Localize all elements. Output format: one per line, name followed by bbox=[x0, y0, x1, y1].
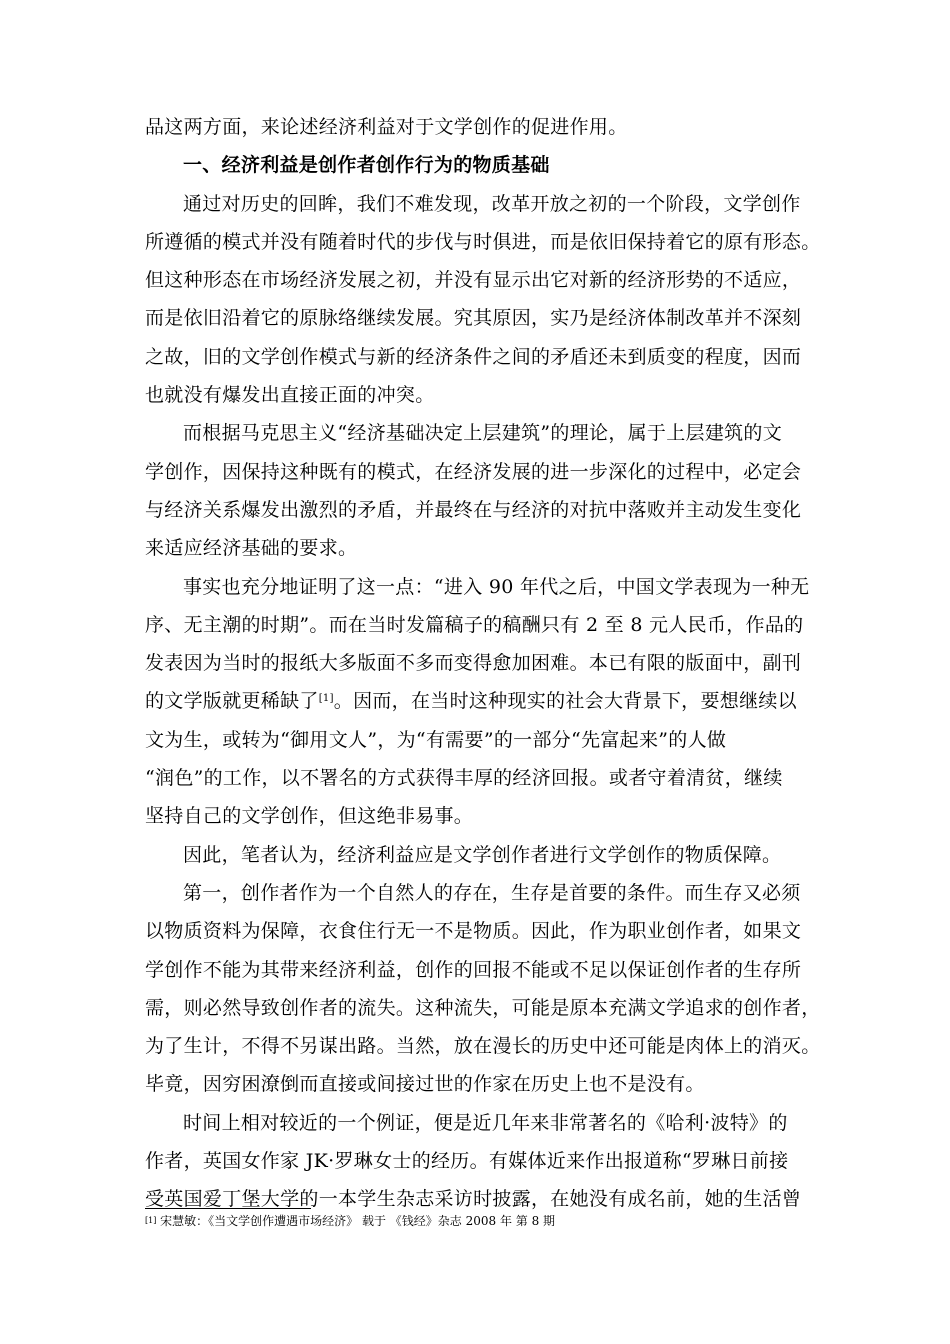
footnote-separator bbox=[145, 1208, 311, 1209]
paragraph-line: 序、无主潮的时期”。而在当时发篇稿子的稿酬只有 2 至 8 元人民币，作品的 bbox=[145, 613, 804, 636]
section-heading: 一、经济利益是创作者创作行为的物质基础 bbox=[183, 154, 550, 177]
paragraph-line-with-footnote-ref bbox=[145, 682, 810, 720]
paragraph-line: 事实也充分地证明了这一点：“进入 90 年代之后，中国文学表现为一种无 bbox=[183, 575, 810, 598]
paragraph-line: 因此，笔者认为，经济利益应是文学创作者进行文学创作的物质保障。 bbox=[183, 843, 782, 866]
paragraph-line: 作者，英国女作家 JK·罗琳女士的经历。有媒体近来作出报道称“罗琳日前接 bbox=[145, 1150, 789, 1173]
footnote-mark: [1] bbox=[145, 1216, 157, 1225]
paragraph-line: 受英国爱丁堡大学的一本学生杂志采访时披露，在她没有成名前，她的生活曾 bbox=[145, 1188, 802, 1211]
paragraph-line: 品这两方面，来论述经济利益对于文学创作的促进作用。 bbox=[145, 116, 628, 138]
footnote bbox=[145, 1212, 555, 1230]
paragraph-line: 来适应经济基础的要求。 bbox=[145, 537, 358, 560]
paragraph-text: 的文学版就更稀缺了 bbox=[145, 690, 319, 713]
paragraph-line: 坚持自己的文学创作，但这绝非易事。 bbox=[145, 805, 474, 828]
paragraph-line: 学创作不能为其带来经济利益，创作的回报不能或不足以保证创作者的生存所 bbox=[145, 958, 802, 981]
paragraph-line: 毕竟，因穷困潦倒而直接或间接过世的作家在历史上也不是没有。 bbox=[145, 1073, 705, 1096]
paragraph-line: 之故，旧的文学创作模式与新的经济条件之间的矛盾还未到质变的程度，因而 bbox=[145, 345, 802, 368]
paragraph-line: 为了生计，不得不另谋出路。当然，放在漫长的历史中还可能是肉体上的消灭。 bbox=[145, 1035, 821, 1058]
paragraph-line: 学创作，因保持这种既有的模式，在经济发展的进一步深化的过程中，必定会 bbox=[145, 460, 802, 483]
paragraph-line: “润色”的工作，以不署名的方式获得丰厚的经济回报。或者守着清贫，继续 bbox=[145, 767, 783, 790]
paragraph-line: 以物质资料为保障，衣食住行无一不是物质。因此，作为职业创作者，如果文 bbox=[145, 920, 802, 943]
footnote-text: 宋慧敏：《当文学创作遭遇市场经济》 载于 《钱经》杂志 2008 年 第 8 期 bbox=[156, 1214, 556, 1228]
paragraph-line: 而根据马克思主义“经济基础决定上层建筑”的理论，属于上层建筑的文 bbox=[183, 422, 783, 445]
footnote-reference[interactable]: [1] bbox=[318, 693, 334, 705]
paragraph-line: 第一，创作者作为一个自然人的存在，生存是首要的条件。而生存又必须 bbox=[183, 881, 801, 904]
paragraph-line: 需，则必然导致创作者的流失。这种流失，可能是原本充满文学追求的创作者， bbox=[145, 996, 821, 1019]
paragraph-line: 也就没有爆发出直接正面的冲突。 bbox=[145, 384, 435, 407]
paragraph-text: 。因而，在当时这种现实的社会大背景下，要想继续以 bbox=[333, 690, 797, 713]
paragraph-line: 所遵循的模式并没有随着时代的步伐与时俱进，而是依旧保持着它的原有形态。 bbox=[145, 230, 821, 253]
paragraph-line: 发表因为当时的报纸大多版面不多而变得愈加困难。本已有限的版面中，副刊 bbox=[145, 652, 802, 675]
paragraph-line: 时间上相对较近的一个例证，便是近几年来非常著名的《哈利·波特》的 bbox=[183, 1111, 788, 1134]
paragraph-line: 而是依旧沿着它的原脉络继续发展。究其原因，实乃是经济体制改革并不深刻 bbox=[145, 307, 802, 330]
paragraph-line: 与经济关系爆发出激烈的矛盾，并最终在与经济的对抗中落败并主动发生变化 bbox=[145, 498, 802, 521]
paragraph-line: 通过对历史的回眸，我们不难发现，改革开放之初的一个阶段，文学创作 bbox=[183, 192, 801, 215]
paragraph-line: 但这种形态在市场经济发展之初，并没有显示出它对新的经济形势的不适应， bbox=[145, 269, 802, 292]
paragraph-line: 文为生，或转为“御用文人”，为“有需要”的一部分“先富起来”的人做 bbox=[145, 728, 727, 751]
body-text bbox=[145, 108, 821, 1219]
